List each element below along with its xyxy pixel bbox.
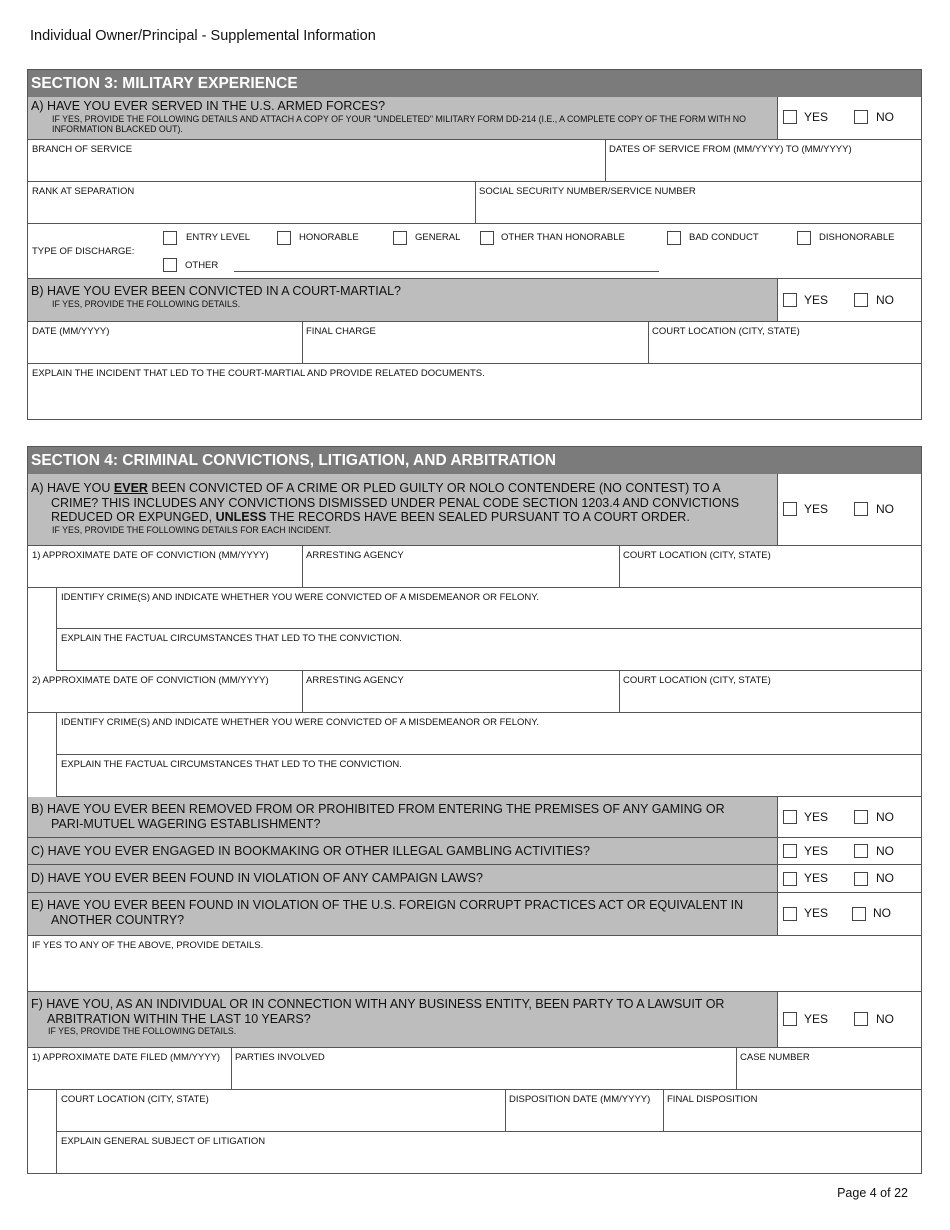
criminal-conviction-yes-checkbox[interactable] [783,502,797,516]
discharge-entry-level-checkbox[interactable] [163,231,177,245]
question-foreign-corrupt-practices-text: E) HAVE YOU EVER BEEN FOUND IN VIOLATION OF THE U.S. FOREIGN CORRUPT PRACTICES ACT OR EQUIVALENT IN ANOTHER COUNTRY? [31,898,744,927]
question-criminal-conviction [28,474,921,546]
armed-forces-yes-checkbox[interactable] [783,110,797,124]
conviction-1-explain-field[interactable]: EXPLAIN THE FACTUAL CIRCUMSTANCES THAT LED TO THE CONVICTION. [56,629,921,671]
question-armed-forces-instructions: IF YES, PROVIDE THE FOLLOWING DETAILS AND ATTACH A COPY OF YOUR "UNDELETED" MILITARY FORM DD-214 (I.E., A COMPLETE COPY OF THE FORM WITH NO INFORMATION BLACKED OUT). [52,113,746,134]
gaming-premises-no-checkbox[interactable] [854,810,868,824]
branch-of-service-field[interactable]: BRANCH OF SERVICE [32,144,133,155]
conviction-2-date-field[interactable]: 2) APPROXIMATE DATE OF CONVICTION (MM/YYYY) [32,675,269,686]
yes-no-group: YES NO [777,474,921,545]
yes-no-group: YES NO [777,838,921,864]
armed-forces-no-checkbox[interactable] [854,110,868,124]
yes-no-group [777,97,921,139]
question-court-martial-text: B) HAVE YOU EVER BEEN CONVICTED IN A COURT-MARTIAL? [31,284,401,298]
page-header-title: Individual Owner/Principal - Supplemental Information [30,28,376,44]
question-lawsuit-arbitration [28,992,921,1048]
discharge-bad-conduct-checkbox[interactable] [667,231,681,245]
question-armed-forces-text: A) HAVE YOU EVER SERVED IN THE U.S. ARMED FORCES? [31,99,386,113]
type-of-discharge-label: TYPE OF DISCHARGE: [32,246,135,257]
foreign-corrupt-practices-yes-checkbox[interactable] [783,907,797,921]
yes-no-group: YES NO [777,797,921,837]
section-4-criminal-convictions [27,446,922,1174]
question-campaign-laws [28,865,921,893]
discharge-general-checkbox[interactable] [393,231,407,245]
yes-no-group: YES NO [777,865,921,892]
lawsuit-yes-checkbox[interactable] [783,1012,797,1026]
court-martial-location-field[interactable]: COURT LOCATION (CITY, STATE) [652,326,800,337]
lawsuit-no-checkbox[interactable] [854,1012,868,1026]
conviction-1-arresting-agency-field[interactable]: ARRESTING AGENCY [306,550,404,561]
conviction-2-court-location-field[interactable]: COURT LOCATION (CITY, STATE) [623,675,771,686]
conviction-1-court-location-field[interactable]: COURT LOCATION (CITY, STATE) [623,550,771,561]
question-lawsuit-arbitration-text: F) HAVE YOU, AS AN INDIVIDUAL OR IN CONNECTION WITH ANY BUSINESS ENTITY, BEEN PARTY TO A LAWSUIT OR ARBITRATION WITHIN THE LAST 10 YEARS? IF YES, PROVIDE THE FOLLOWING DETAILS. [31,997,725,1036]
criminal-conviction-no-checkbox[interactable] [854,502,868,516]
service-number-field[interactable]: SOCIAL SECURITY NUMBER/SERVICE NUMBER [479,186,696,197]
gaming-premises-yes-checkbox[interactable] [783,810,797,824]
question-bookmaking [28,838,921,865]
court-martial-explain-field[interactable]: EXPLAIN THE INCIDENT THAT LED TO THE COURT-MARTIAL AND PROVIDE RELATED DOCUMENTS. [32,368,485,379]
bookmaking-yes-checkbox[interactable] [783,844,797,858]
court-martial-final-charge-field[interactable]: FINAL CHARGE [306,326,376,337]
above-questions-details-field[interactable]: IF YES TO ANY OF THE ABOVE, PROVIDE DETAILS. [28,936,921,992]
conviction-2-identify-crime-field[interactable]: IDENTIFY CRIME(S) AND INDICATE WHETHER YOU WERE CONVICTED OF A MISDEMEANOR OR FELONY. [56,713,921,755]
no-label: NO [876,110,894,124]
question-armed-forces [28,97,921,140]
question-bookmaking-text: C) HAVE YOU EVER ENGAGED IN BOOKMAKING OR OTHER ILLEGAL GAMBLING ACTIVITIES? [31,844,590,858]
litigation-case-number-field[interactable]: CASE NUMBER [740,1052,810,1063]
bookmaking-no-checkbox[interactable] [854,844,868,858]
question-criminal-conviction-text: A) HAVE YOU EVER BEEN CONVICTED OF A CRIME OR PLED GUILTY OR NOLO CONTENDERE (NO CONTEST) TO A CRIME? THIS INCLUDES ANY CONVICTIONS DISMISSED UNDER PENAL CODE SECTION 1203.4 AND CONVICTIONS REDUCED OR EXPUNGED, UNLESS THE RECORDS HAVE BEEN SEALED PURSUANT TO A COURT ORDER. IF YES, PROVIDE THE FOLLOWING DETAILS FOR EACH INCIDENT. [31,481,740,535]
litigation-date-filed-field[interactable]: 1) APPROXIMATE DATE FILED (MM/YYYY) [32,1052,221,1063]
court-martial-date-field[interactable]: DATE (MM/YYYY) [32,326,110,337]
court-martial-yes-checkbox[interactable] [783,293,797,307]
yes-no-group: YES NO [777,992,921,1047]
campaign-laws-no-checkbox[interactable] [854,872,868,886]
discharge-dishonorable-checkbox[interactable] [797,231,811,245]
litigation-parties-field[interactable]: PARTIES INVOLVED [235,1052,325,1063]
question-foreign-corrupt-practices [28,893,921,936]
foreign-corrupt-practices-no-checkbox[interactable] [852,907,866,921]
litigation-disposition-date-field[interactable]: DISPOSITION DATE (MM/YYYY) [509,1094,651,1105]
discharge-other-checkbox[interactable] [163,258,177,272]
section-3-military-experience [27,69,922,420]
yes-no-group: YES NO [777,279,921,321]
question-campaign-laws-text: D) HAVE YOU EVER BEEN FOUND IN VIOLATION OF ANY CAMPAIGN LAWS? [31,871,483,885]
litigation-subject-field[interactable]: EXPLAIN GENERAL SUBJECT OF LITIGATION [56,1132,921,1173]
discharge-other-input-line[interactable] [234,271,659,272]
litigation-court-location-field[interactable]: COURT LOCATION (CITY, STATE) [61,1094,209,1105]
discharge-honorable-checkbox[interactable] [277,231,291,245]
rank-at-separation-field[interactable]: RANK AT SEPARATION [32,186,135,197]
conviction-1-date-field[interactable]: 1) APPROXIMATE DATE OF CONVICTION (MM/YYYY) [32,550,269,561]
section-4-title: SECTION 4: CRIMINAL CONVICTIONS, LITIGATION, AND ARBITRATION [28,447,921,474]
discharge-other-than-honorable-checkbox[interactable] [480,231,494,245]
section-3-title: SECTION 3: MILITARY EXPERIENCE [28,70,921,97]
conviction-2-explain-field[interactable]: EXPLAIN THE FACTUAL CIRCUMSTANCES THAT LED TO THE CONVICTION. [56,755,921,797]
dates-of-service-field[interactable]: DATES OF SERVICE FROM (MM/YYYY) TO (MM/YYYY) [609,144,852,155]
question-court-martial [28,279,921,322]
page-number: Page 4 of 22 [837,1186,908,1200]
litigation-final-disposition-field[interactable]: FINAL DISPOSITION [667,1094,758,1105]
type-of-discharge-row: TYPE OF DISCHARGE: ENTRY LEVEL HONORABLE GENERAL OTHER THAN HONORABLE BAD CONDUCT DISHONORABLE OTHER [28,224,921,279]
conviction-1-identify-crime-field[interactable]: IDENTIFY CRIME(S) AND INDICATE WHETHER YOU WERE CONVICTED OF A MISDEMEANOR OR FELONY. [56,588,921,629]
campaign-laws-yes-checkbox[interactable] [783,872,797,886]
question-court-martial-instructions: IF YES, PROVIDE THE FOLLOWING DETAILS. [52,298,241,309]
yes-no-group: YES NO [777,893,921,935]
conviction-2-arresting-agency-field[interactable]: ARRESTING AGENCY [306,675,404,686]
yes-label: YES [804,110,829,124]
question-gaming-premises [28,797,921,838]
court-martial-no-checkbox[interactable] [854,293,868,307]
question-gaming-premises-text: B) HAVE YOU EVER BEEN REMOVED FROM OR PROHIBITED FROM ENTERING THE PREMISES OF ANY GAMING OR PARI-MUTUEL WAGERING ESTABLISHMENT? [31,802,725,831]
